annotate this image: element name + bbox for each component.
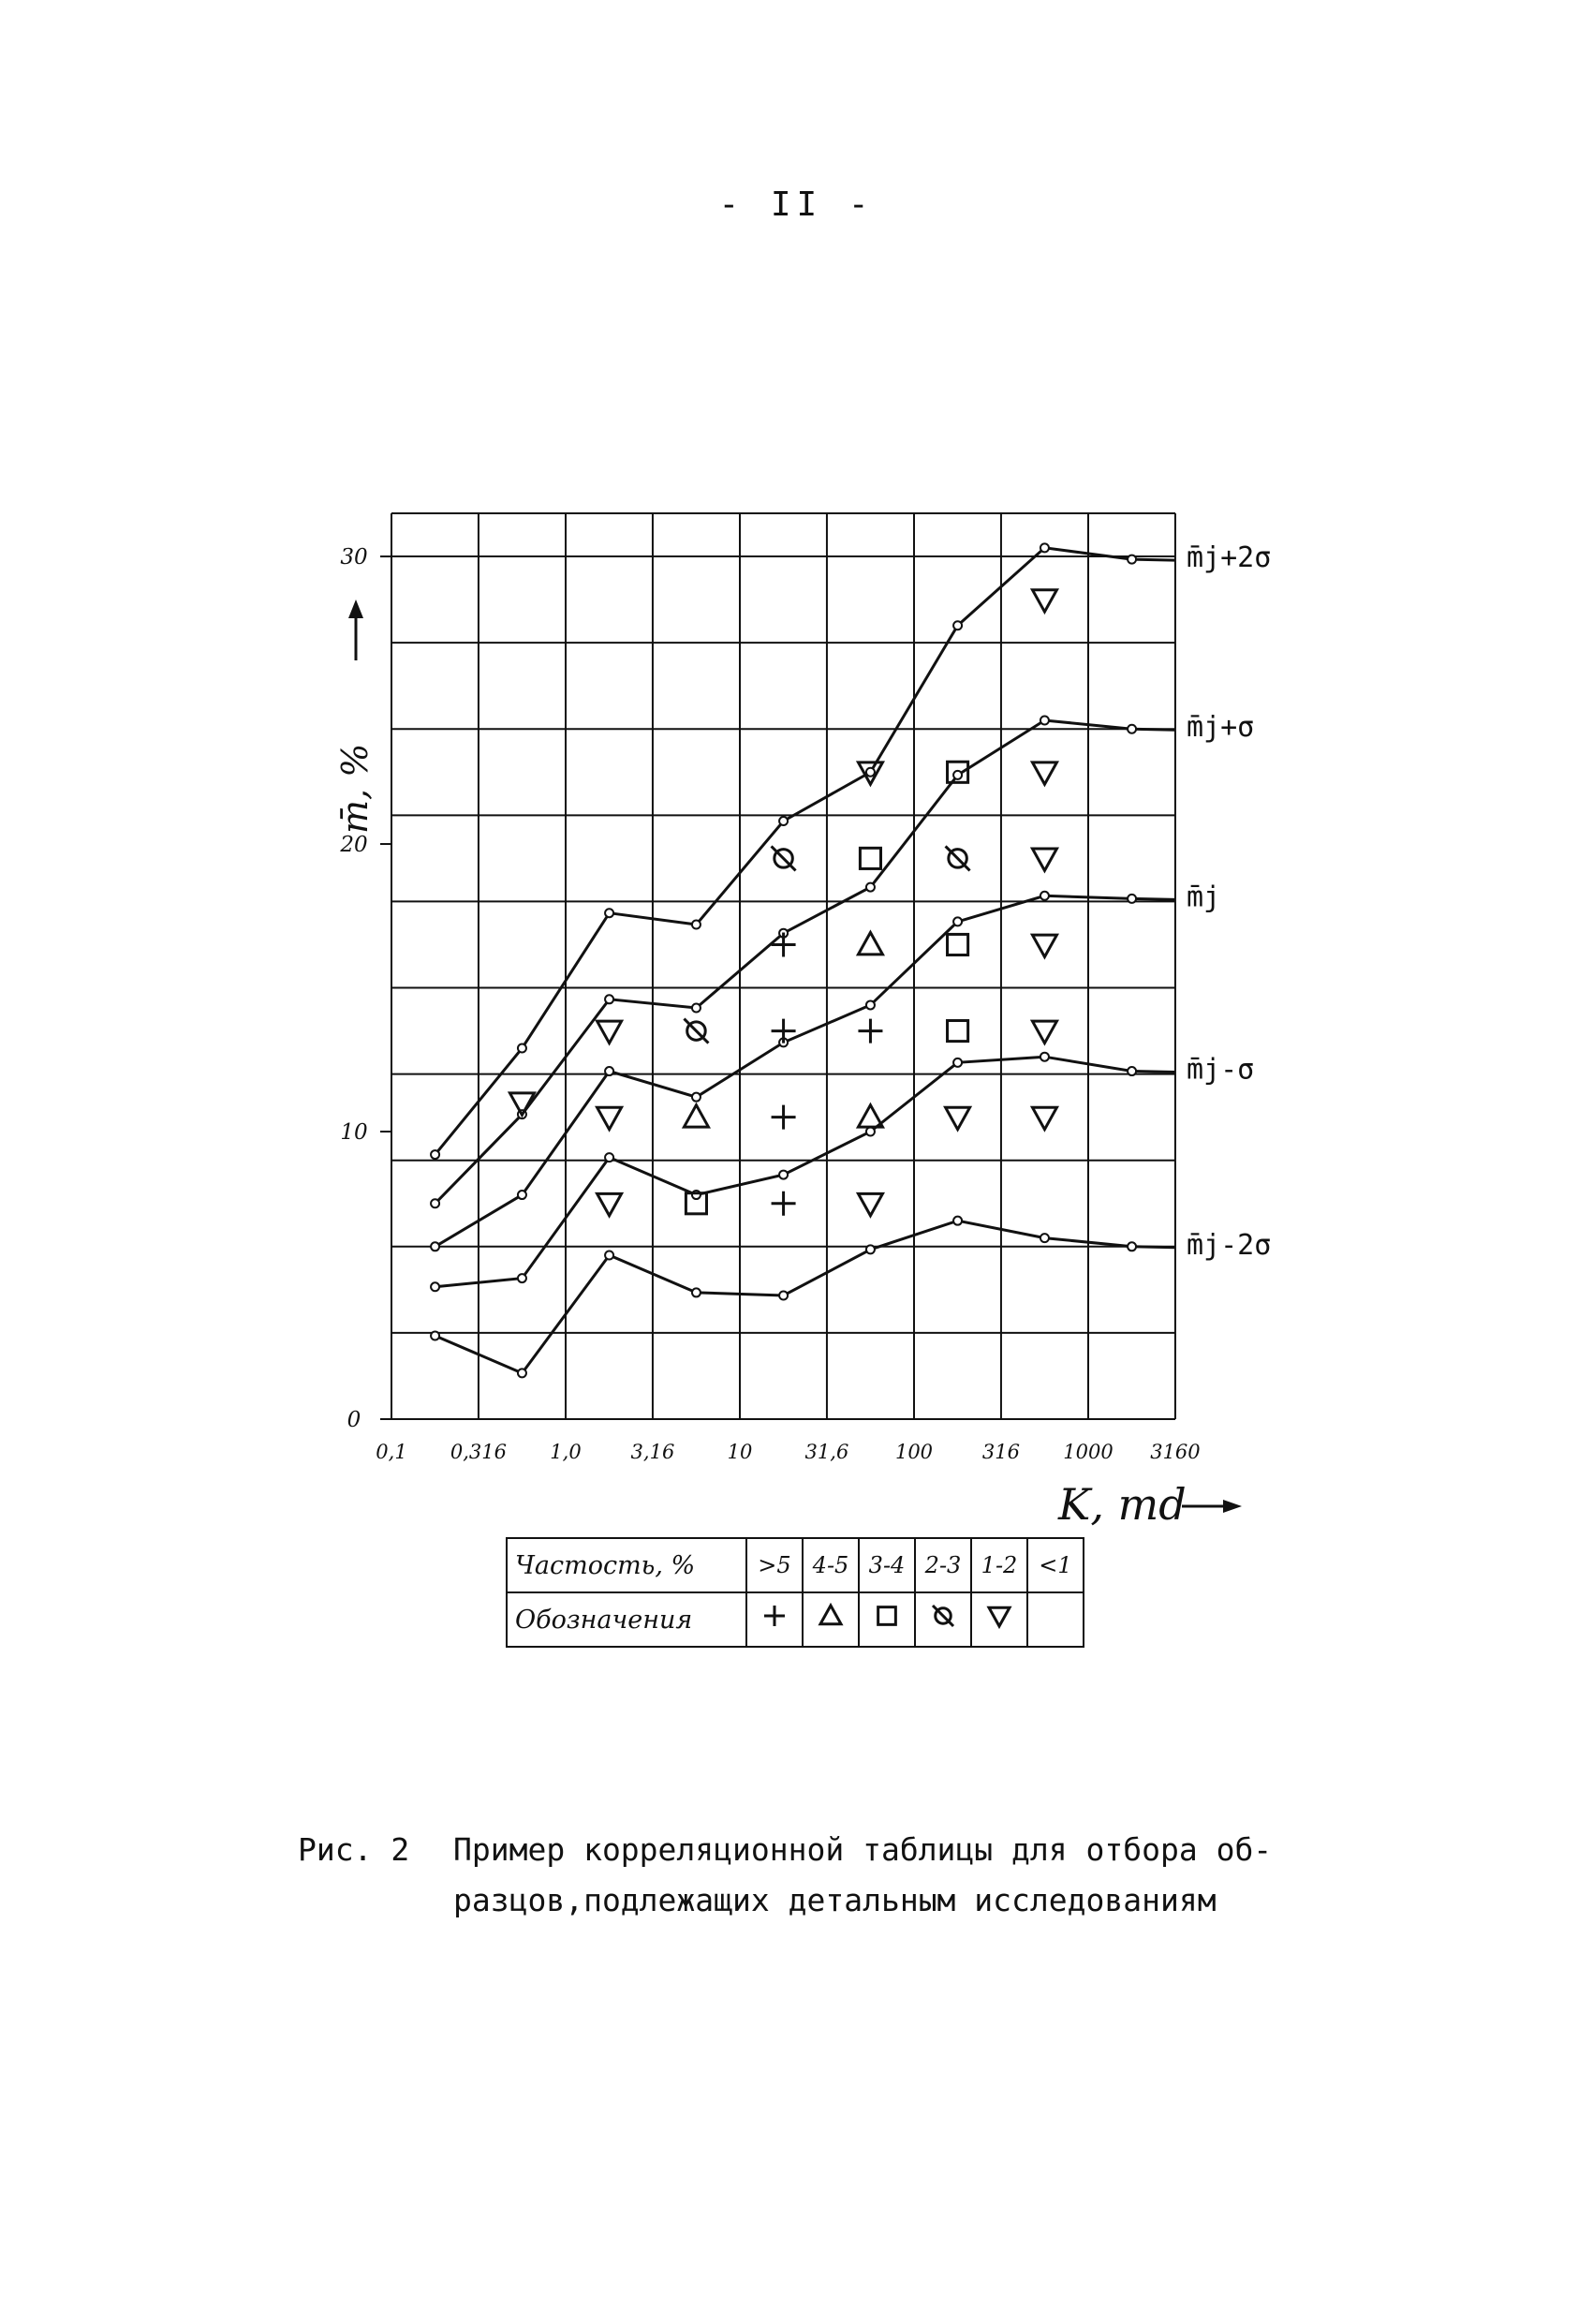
down-triangle-marker: [989, 1607, 1010, 1626]
series-line-tail: [1132, 1247, 1175, 1248]
series-point: [1128, 725, 1136, 733]
x-tick-label: 316: [981, 1441, 1020, 1463]
series-point: [1128, 895, 1136, 903]
series-point: [1040, 1053, 1049, 1061]
legend-row-symbols: [507, 1592, 1084, 1647]
square-marker: [948, 1021, 968, 1042]
caption-line-1: Пример корреляционной таблицы для отбора об-: [453, 1831, 1273, 1868]
series-point: [431, 1242, 439, 1251]
series-point: [953, 1058, 962, 1067]
series-point: [1128, 1067, 1136, 1075]
y-tick-label: 10: [340, 1120, 368, 1146]
series-point: [953, 621, 962, 629]
series-point: [518, 1274, 526, 1282]
series-label: m̄j-2σ: [1187, 1228, 1272, 1262]
legend-range: 2-3: [915, 1538, 971, 1592]
series-point: [953, 771, 962, 779]
series-point: [953, 917, 962, 925]
x-tick-label: 3,16: [630, 1441, 675, 1463]
x-tick-label: 10: [727, 1441, 753, 1463]
x-tick-label: 31,6: [804, 1441, 849, 1463]
x-tick-label: 0,316: [450, 1441, 508, 1463]
down-triangle-marker: [946, 1107, 970, 1129]
y-tick-label: 20: [340, 833, 368, 858]
up-triangle-marker: [820, 1606, 841, 1624]
x-tick-label: 3160: [1150, 1441, 1201, 1463]
legend-symbol: [859, 1592, 915, 1647]
series-line-tail: [1132, 898, 1175, 899]
series-point: [1040, 892, 1049, 900]
down-triangle-marker: [597, 1021, 622, 1043]
series-line-tail: [1132, 1072, 1175, 1073]
series-point: [692, 1093, 701, 1102]
plus-marker: [858, 1019, 882, 1044]
square-marker: [948, 934, 968, 955]
series-point: [1128, 1242, 1136, 1251]
plus-marker: [772, 932, 796, 956]
series-point: [518, 1191, 526, 1199]
down-triangle-marker: [858, 1193, 882, 1215]
series-point: [1040, 543, 1049, 552]
plus-marker: [772, 1192, 796, 1216]
figure-caption: [298, 1825, 1272, 1926]
x-tick-label: 100: [894, 1441, 934, 1463]
series-label: m̄j+σ: [1187, 711, 1255, 745]
series-point: [605, 1153, 613, 1162]
series-point: [779, 1291, 788, 1299]
legend-range: 4-5: [803, 1538, 859, 1592]
series-point: [779, 1171, 788, 1179]
legend-symbol: [915, 1592, 971, 1647]
series-point: [431, 1150, 439, 1159]
series-point: [692, 920, 701, 928]
series-point: [1040, 1234, 1049, 1242]
down-triangle-marker: [1032, 1107, 1056, 1129]
legend-symbol: [971, 1592, 1027, 1647]
x-tick-label: 1,0: [550, 1441, 582, 1463]
series-label: m̄j+2σ: [1187, 541, 1272, 575]
series-point: [605, 909, 613, 917]
down-triangle-marker: [1032, 1021, 1056, 1043]
series-point: [431, 1282, 439, 1291]
up-triangle-marker: [858, 932, 882, 954]
x-tick-label: 1000: [1063, 1441, 1114, 1463]
plus-marker: [772, 1105, 796, 1130]
series-point: [866, 883, 875, 892]
down-triangle-marker: [1032, 590, 1056, 612]
series-label: m̄j: [1187, 881, 1221, 914]
series-point: [605, 1067, 613, 1075]
series-line-tail: [1132, 729, 1175, 730]
series-line-tail: [1132, 559, 1175, 560]
x-tick-label: 0,1: [376, 1441, 407, 1463]
down-triangle-marker: [597, 1107, 622, 1129]
series-point: [779, 817, 788, 825]
down-triangle-marker: [1032, 849, 1056, 870]
up-triangle-legend-icon: [815, 1600, 847, 1632]
series-point: [866, 1128, 875, 1136]
legend-symbol: [803, 1592, 859, 1647]
caption-line-2: разцов,подлежащих детальным исследованиям: [453, 1882, 1217, 1918]
down-triangle-marker: [597, 1193, 622, 1215]
series-point: [431, 1199, 439, 1207]
y-tick-label: 0: [347, 1408, 361, 1432]
chart-marks: [431, 543, 1175, 1377]
legend-range: <1: [1027, 1538, 1084, 1592]
down-triangle-marker: [1032, 762, 1056, 784]
up-triangle-marker: [684, 1105, 708, 1127]
series-point: [605, 1251, 613, 1260]
series-point: [866, 1000, 875, 1009]
chart-grid: [380, 513, 1175, 1419]
x-axis-title: K, md: [1058, 1479, 1187, 1530]
plus-legend-icon: [759, 1600, 790, 1632]
caption-label: Рис. 2: [298, 1831, 410, 1868]
series-point: [518, 1044, 526, 1052]
series-point: [1128, 555, 1136, 564]
square-marker: [860, 848, 880, 868]
y-tick-label: 30: [340, 545, 368, 570]
x-axis-arrowhead: [1223, 1500, 1242, 1513]
crossed-circle-legend-icon: [927, 1600, 959, 1632]
series-point: [866, 768, 875, 777]
legend-range: >5: [746, 1538, 803, 1592]
series-point: [866, 1245, 875, 1253]
y-axis-title: m̄, %: [334, 743, 376, 834]
square-marker: [878, 1607, 896, 1625]
legend-symbol-label: Обозначения: [507, 1592, 746, 1647]
series-point: [692, 1004, 701, 1013]
legend-range: 1-2: [971, 1538, 1027, 1592]
frequency-legend-table: [506, 1537, 1084, 1648]
square-legend-icon: [871, 1600, 903, 1632]
down-triangle-legend-icon: [983, 1600, 1015, 1632]
down-triangle-marker: [1032, 935, 1056, 956]
y-axis-arrowhead: [348, 600, 363, 618]
legend-symbol: [746, 1592, 803, 1647]
series-line: [435, 548, 1132, 1155]
series-point: [953, 1217, 962, 1225]
series-line: [435, 720, 1132, 1204]
plus-marker: [764, 1606, 785, 1626]
series-point: [518, 1369, 526, 1377]
legend-range: 3-4: [859, 1538, 915, 1592]
legend-row-frequency: [507, 1538, 1084, 1592]
series-label: m̄j-σ: [1187, 1053, 1255, 1087]
series-point: [605, 995, 613, 1003]
series-point: [1040, 717, 1049, 725]
legend-symbol: [1027, 1592, 1084, 1647]
series-point: [692, 1288, 701, 1296]
legend-header-label: Частость, %: [507, 1538, 746, 1592]
series-point: [431, 1331, 439, 1340]
page-number: - II -: [718, 185, 875, 224]
